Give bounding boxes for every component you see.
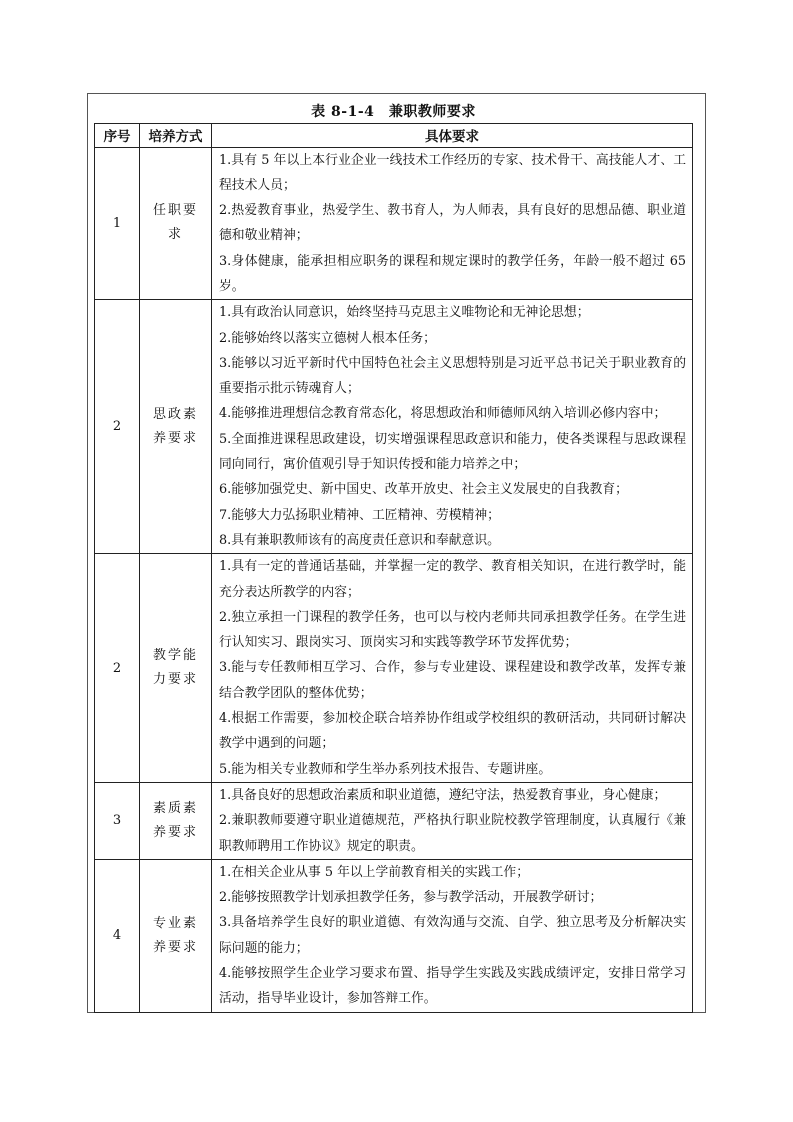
requirement-item: 3.身体健康，能承担相应职务的课程和规定课时的教学任务，年龄一般不超过 65 岁。 — [219, 253, 687, 294]
requirement-item: 1.具有一定的普通话基础，并掌握一定的教学、教育相关知识，在进行教学时，能充分表达所教学的内容； — [219, 559, 687, 600]
requirement-details — [212, 782, 693, 859]
requirement-item: 1.在相关企业从事 5 年以上学前教育相关的实践工作； — [219, 864, 530, 880]
training-method: 任职要求 — [140, 147, 212, 300]
table-row — [95, 859, 693, 1012]
training-method: 思政素养要求 — [140, 300, 212, 554]
header-row — [95, 123, 693, 147]
header-detail: 具体要求 — [212, 123, 693, 147]
table-caption: 表 8-1-4 兼职教师要求 — [95, 100, 693, 123]
row-number: 4 — [95, 859, 140, 1012]
requirement-item: 7.能够大力弘扬职业精神、工匠精神、劳模精神； — [219, 507, 500, 523]
row-number: 2 — [95, 300, 140, 554]
requirement-item: 4.能够按照学生企业学习要求布置、指导学生实践及实践成绩评定，安排日常学习活动，指导毕业设计，参加答辩工作。 — [219, 966, 687, 1007]
requirement-item: 5.全面推进课程思政建设，切实增强课程思政意识和能力，使各类课程与思政课程同向同行，寓价值观引导于知识传授和能力培养之中； — [219, 431, 687, 473]
requirement-item: 4.能够推进理想信念教育常态化，将思想政治和师德师风纳入培训必修内容中； — [219, 406, 667, 422]
table-row — [95, 147, 693, 300]
requirement-item: 2.兼职教师要遵守职业道德规范，严格执行职业院校教学管理制度，认真履行《兼职教师聘用工作协议》规定的职责。 — [219, 813, 687, 854]
requirement-item: 2.独立承担一门课程的教学任务，也可以与校内老师共同承担教学任务。在学生进行认知实习、跟岗实习、顶岗实习和实践等教学环节发挥优势； — [219, 609, 687, 651]
table-row — [95, 554, 693, 783]
requirement-item: 1.具有政治认同意识，始终坚持马克思主义唯物论和无神论思想； — [219, 305, 590, 321]
teacher-requirements-table — [94, 100, 693, 1013]
requirement-details — [212, 147, 693, 300]
requirement-item: 2.热爱教育事业，热爱学生、教书育人，为人师表，具有良好的思想品德、职业道德和敬业精神； — [219, 203, 687, 244]
requirement-item: 1.具备良好的思想政治素质和职业道德，遵纪守法，热爱教育事业，身心健康； — [219, 787, 667, 803]
training-method: 教学能力要求 — [140, 554, 212, 783]
header-method: 培养方式 — [140, 123, 212, 147]
requirement-details — [212, 300, 693, 554]
requirement-item: 3.具备培养学生良好的职业道德、有效沟通与交流、自学、独立思考及分析解决实际问题的能力； — [219, 915, 687, 956]
requirement-item: 3.能与专任教师相互学习、合作，参与专业建设、课程建设和教学改革，发挥专兼结合教学团队的整体优势； — [219, 660, 687, 701]
training-method: 素质素养要求 — [140, 782, 212, 859]
training-method: 专业素养要求 — [140, 859, 212, 1012]
requirement-item: 2.能够按照教学计划承担教学任务，参与教学活动，开展教学研讨； — [219, 890, 603, 906]
requirement-item: 1.具有 5 年以上本行业企业一线技术工作经历的专家、技术骨干、高技能人才、工程技术人员； — [219, 152, 687, 193]
requirement-item: 2.能够始终以落实立德树人根本任务； — [219, 330, 436, 346]
requirement-details — [212, 859, 693, 1012]
table-row — [95, 300, 693, 554]
requirement-item: 3.能够以习近平新时代中国特色社会主义思想特别是习近平总书记关于职业教育的重要指示批示铸魂育人； — [219, 355, 687, 397]
table-row — [95, 782, 693, 859]
requirement-item: 4.根据工作需要，参加校企联合培养协作组或学校组织的教研活动，共同研讨解决教学中遇到的问题； — [219, 711, 687, 752]
row-number: 3 — [95, 782, 140, 859]
header-num: 序号 — [95, 123, 140, 147]
caption-row — [95, 100, 693, 123]
requirement-details — [212, 554, 693, 783]
requirement-item: 6.能够加强党史、新中国史、改革开放史、社会主义发展史的自我教育； — [219, 482, 628, 498]
row-number: 2 — [95, 554, 140, 783]
row-number: 1 — [95, 147, 140, 300]
requirement-item: 5.能为相关专业教师和学生举办系列技术报告、专题讲座。 — [219, 761, 552, 777]
requirement-item: 8.具有兼职教师该有的高度责任意识和奉献意识。 — [219, 532, 500, 548]
